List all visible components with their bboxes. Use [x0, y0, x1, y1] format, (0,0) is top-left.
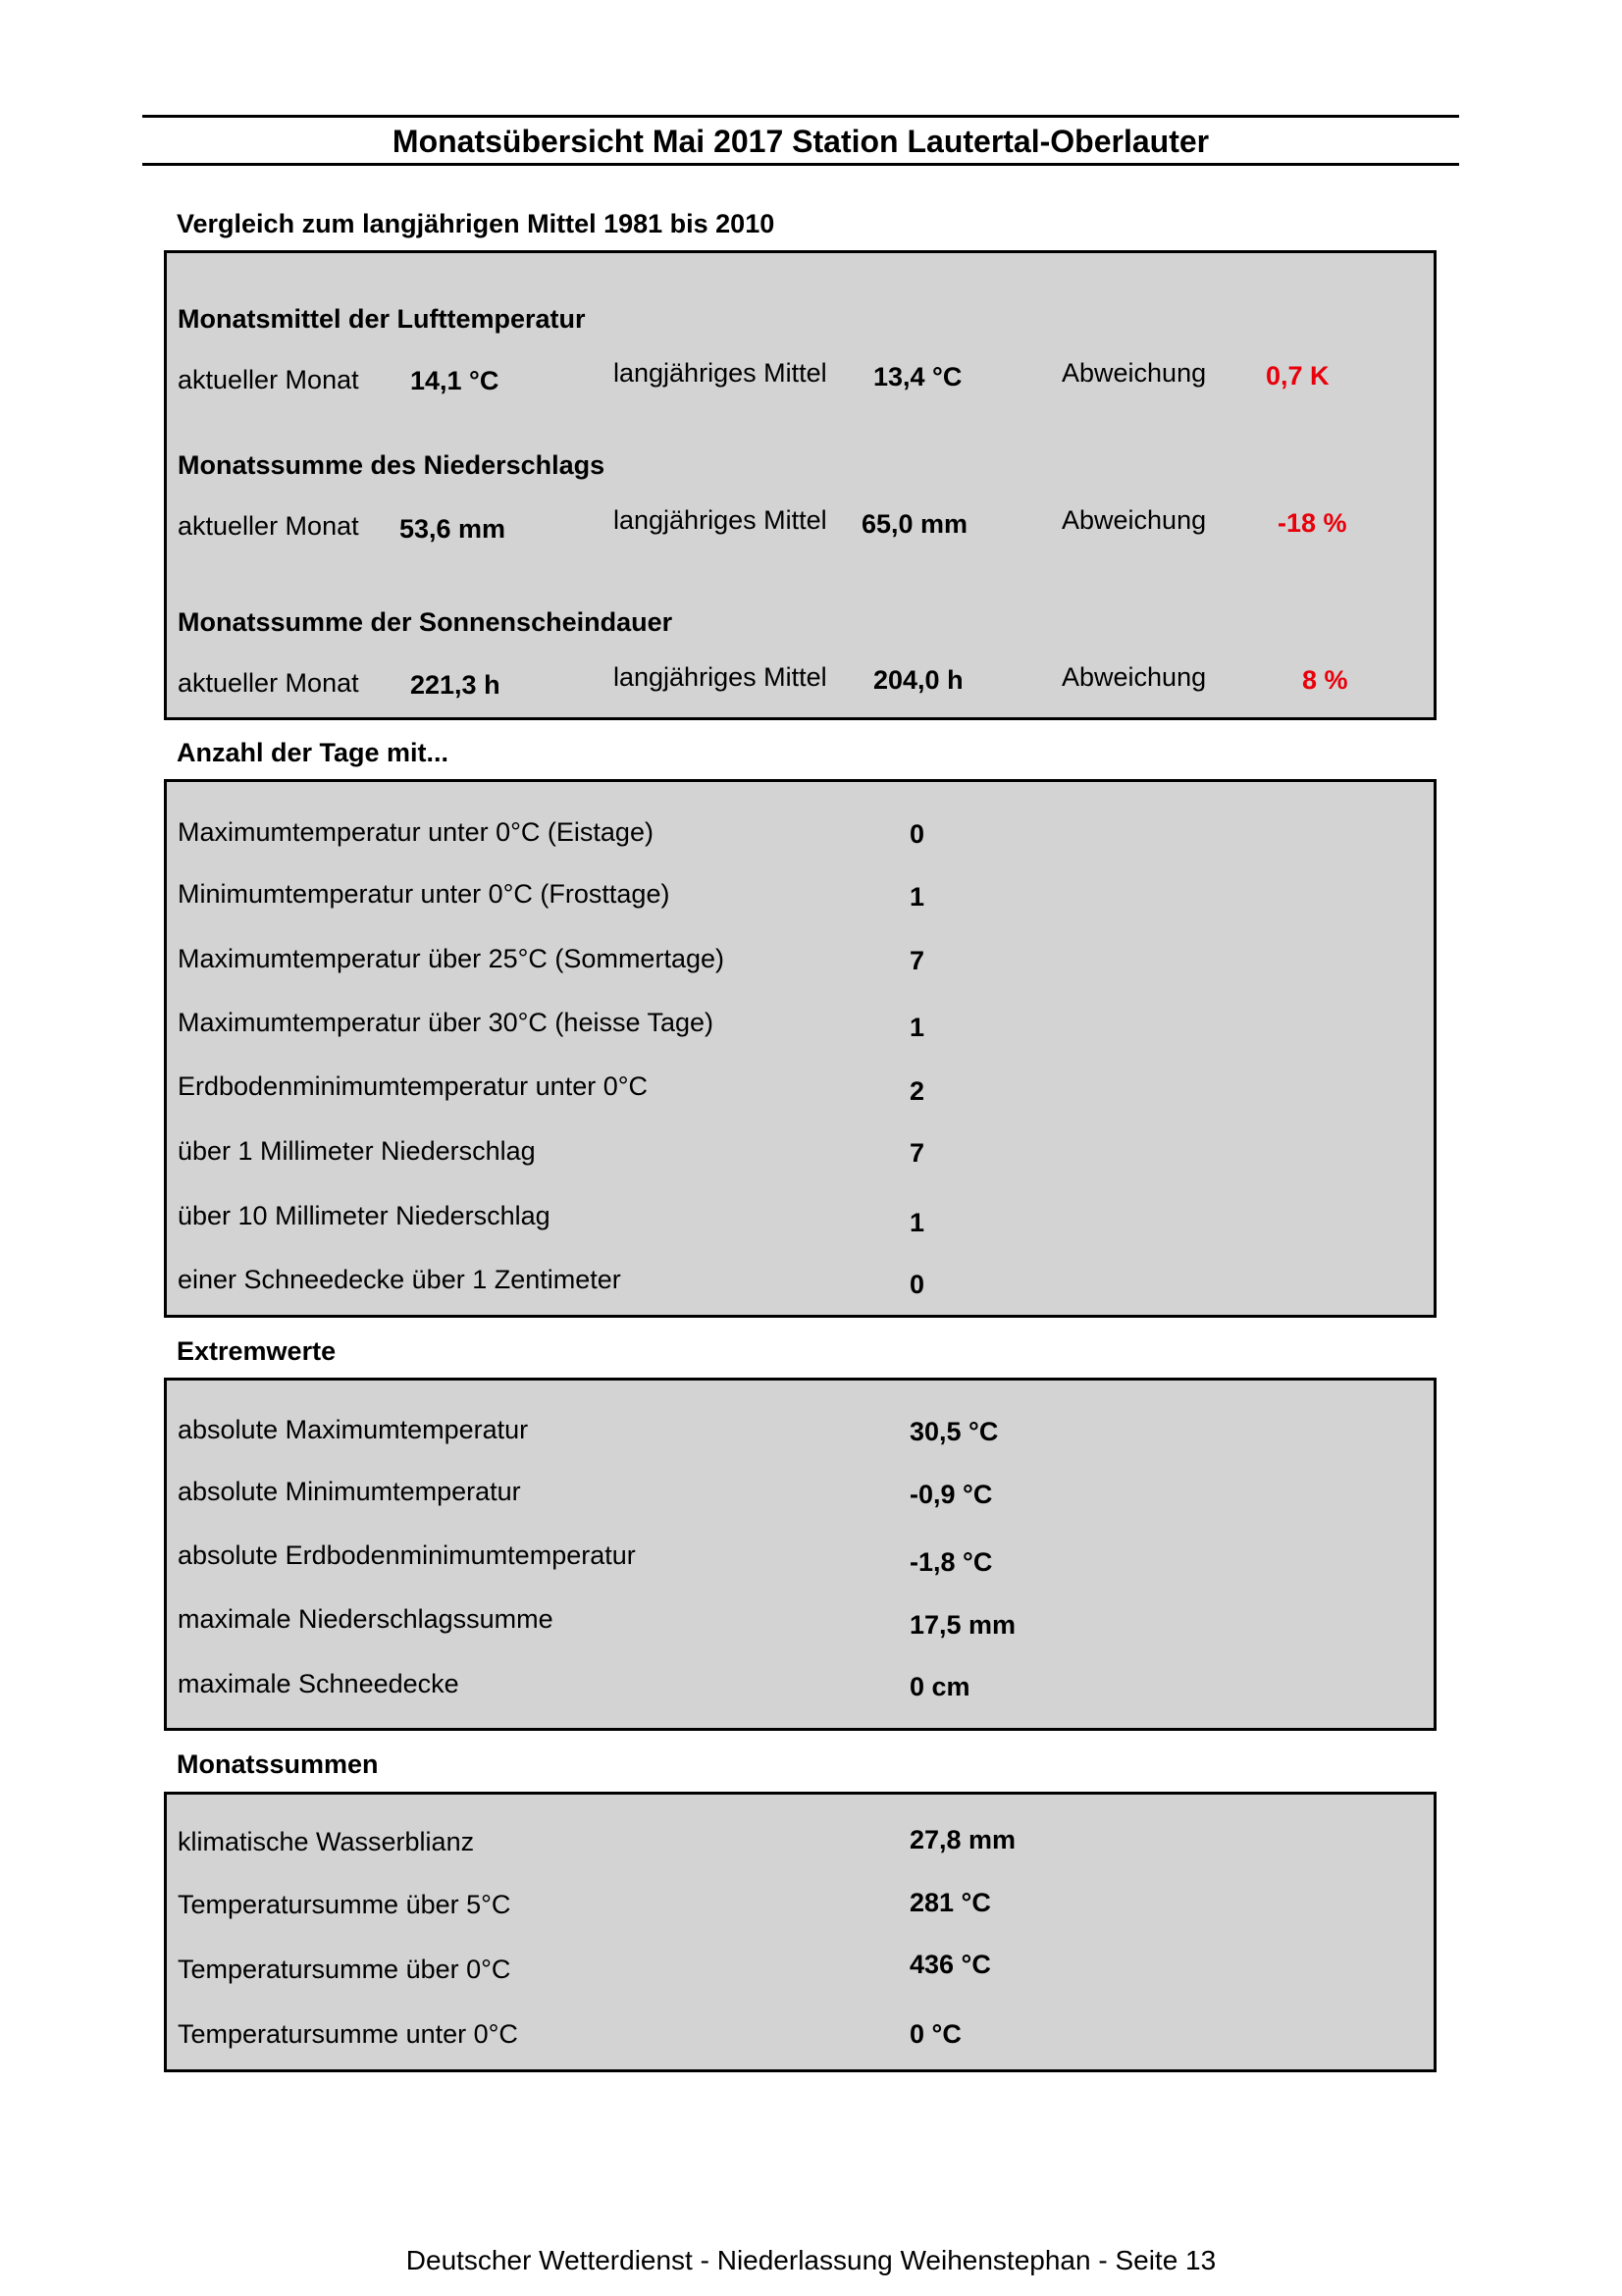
days-row-value: 7 [910, 1138, 925, 1168]
precipitation-current-label: aktueller Monat [178, 511, 359, 541]
temperature-mean-label: langjähriges Mittel [613, 358, 827, 388]
precipitation-mean-label: langjähriges Mittel [613, 505, 827, 535]
days-row-label: einer Schneedecke über 1 Zentimeter [178, 1265, 621, 1294]
days-row-value: 1 [910, 1013, 925, 1042]
extremes-row-value: 17,5 mm [910, 1610, 1017, 1640]
sunshine-deviation-value: 8 % [1302, 665, 1348, 695]
sunshine-current-label: aktueller Monat [178, 668, 359, 698]
extremes-heading: Extremwerte [177, 1336, 337, 1366]
days-row-label: über 10 Millimeter Niederschlag [178, 1201, 550, 1230]
sums-row-value: 0 °C [910, 2019, 962, 2049]
days-row-label: Maximumtemperatur über 25°C (Sommertage) [178, 944, 724, 973]
extremes-row-label: absolute Erdbodenminimumtemperatur [178, 1540, 636, 1570]
days-row-label: über 1 Millimeter Niederschlag [178, 1136, 536, 1166]
days-row-value: 1 [910, 882, 925, 912]
extremes-row-label: absolute Minimumtemperatur [178, 1477, 521, 1506]
days-row-label: Erdbodenminimumtemperatur unter 0°C [178, 1071, 649, 1101]
temperature-block-title: Monatsmittel der Lufttemperatur [178, 304, 586, 334]
sums-box [164, 1792, 1437, 2072]
days-row-value: 7 [910, 946, 925, 975]
sums-row-value: 27,8 mm [910, 1825, 1017, 1854]
sunshine-current-value: 221,3 h [410, 670, 500, 700]
extremes-row-value: -1,8 °C [910, 1547, 993, 1577]
extremes-row-label: absolute Maximumtemperatur [178, 1415, 529, 1444]
extremes-box [164, 1378, 1437, 1731]
sunshine-block-title: Monatssumme der Sonnenscheindauer [178, 607, 673, 637]
precipitation-mean-value: 65,0 mm [862, 509, 968, 539]
sums-heading: Monatssummen [177, 1749, 379, 1779]
sunshine-mean-label: langjähriges Mittel [613, 662, 827, 692]
days-heading: Anzahl der Tage mit... [177, 738, 449, 767]
temperature-current-label: aktueller Monat [178, 365, 359, 394]
temperature-mean-value: 13,4 °C [873, 362, 963, 391]
sums-row-label: klimatische Wasserblianz [178, 1827, 475, 1856]
sums-row-value: 281 °C [910, 1888, 991, 1917]
title-rule-top [142, 115, 1459, 118]
precipitation-deviation-label: Abweichung [1062, 505, 1207, 535]
comparison-heading: Vergleich zum langjährigen Mittel 1981 bis 2010 [177, 209, 775, 238]
extremes-row-value: -0,9 °C [910, 1480, 993, 1509]
days-row-label: Minimumtemperatur unter 0°C (Frosttage) [178, 879, 670, 909]
temperature-deviation-label: Abweichung [1062, 358, 1207, 388]
sunshine-mean-value: 204,0 h [873, 665, 964, 695]
days-row-label: Maximumtemperatur unter 0°C (Eistage) [178, 817, 654, 847]
sums-row-label: Temperatursumme über 5°C [178, 1890, 511, 1919]
extremes-row-value: 30,5 °C [910, 1417, 999, 1446]
sums-row-label: Temperatursumme unter 0°C [178, 2019, 518, 2049]
sums-row-value: 436 °C [910, 1950, 991, 1979]
page-footer: Deutscher Wetterdienst - Niederlassung Weihenstephan - Seite 13 [405, 2245, 1217, 2275]
precipitation-current-value: 53,6 mm [399, 514, 506, 544]
days-row-value: 0 [910, 1270, 925, 1299]
days-row-value: 1 [910, 1208, 925, 1237]
sunshine-deviation-label: Abweichung [1062, 662, 1207, 692]
days-row-value: 0 [910, 819, 925, 849]
precipitation-block-title: Monatssumme des Niederschlags [178, 450, 605, 480]
page-title: Monatsübersicht Mai 2017 Station Lautertal-Oberlauter [392, 124, 1210, 159]
days-row-label: Maximumtemperatur über 30°C (heisse Tage) [178, 1008, 714, 1037]
temperature-current-value: 14,1 °C [410, 366, 499, 395]
precipitation-deviation-value: -18 % [1278, 508, 1347, 538]
days-row-value: 2 [910, 1076, 925, 1106]
days-box [164, 779, 1437, 1318]
extremes-row-value: 0 cm [910, 1672, 970, 1701]
extremes-row-label: maximale Niederschlagssumme [178, 1604, 553, 1634]
temperature-deviation-value: 0,7 K [1266, 361, 1330, 391]
extremes-row-label: maximale Schneedecke [178, 1669, 459, 1698]
sums-row-label: Temperatursumme über 0°C [178, 1955, 511, 1984]
title-rule-bottom [142, 163, 1459, 166]
comparison-box [164, 250, 1437, 720]
